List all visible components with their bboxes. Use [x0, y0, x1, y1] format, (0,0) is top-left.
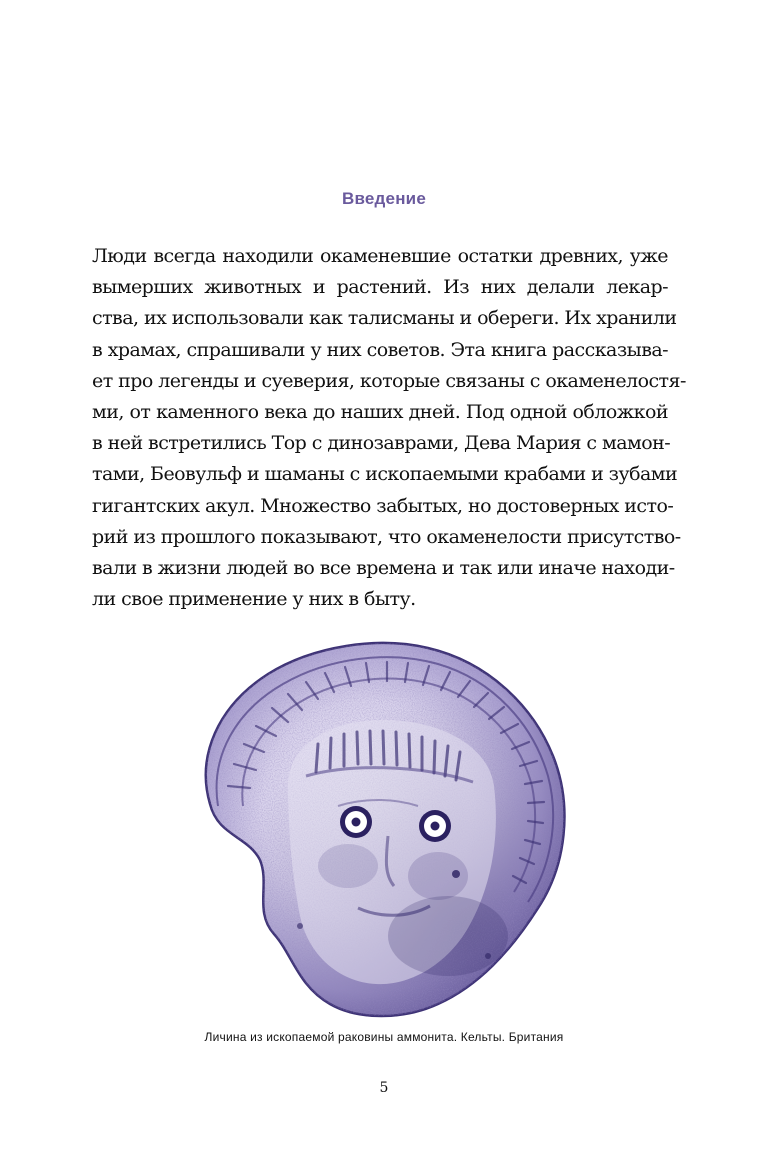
ammonite-face-illustration	[188, 636, 584, 1028]
paragraph-line: тами, Беовульф и шаманы с ископаемыми крабами и зубами	[92, 463, 678, 486]
chapter-heading: Введение	[342, 189, 426, 208]
paragraph-line: вымерших животных и растений. Из них делали лекар-	[92, 276, 668, 299]
body-paragraph	[92, 241, 686, 615]
paragraph-line: ства, их использовали как талисманы и обереги. Их хранили	[92, 307, 677, 330]
paragraph-line: вали в жизни людей во все времена и так или иначе находи-	[92, 557, 675, 580]
figure-caption: Личина из ископаемой раковины аммонита. Кельты. Британия	[204, 1030, 564, 1044]
paragraph-line: ет про легенды и суеверия, которые связаны с окаменелостя-	[92, 369, 686, 392]
paragraph-line: в ней встретились Тор с динозаврами, Дева Мария с мамон-	[92, 432, 671, 455]
paragraph-line: ми, от каменного века до наших дней. Под одной обложкой	[92, 401, 668, 424]
page-number: 5	[379, 1080, 389, 1096]
paragraph-line: гигантских акул. Множество забытых, но достоверных исто-	[92, 494, 674, 517]
paragraph-line: в храмах, спрашивали у них советов. Эта книга рассказыва-	[92, 338, 668, 361]
paragraph-line: ли свое применение у них в быту.	[92, 588, 416, 611]
paragraph-line: рий из прошлого показывают, что окаменелости присутство-	[92, 525, 681, 548]
paragraph-line: Люди всегда находили окаменевшие остатки древних, уже	[92, 245, 668, 267]
